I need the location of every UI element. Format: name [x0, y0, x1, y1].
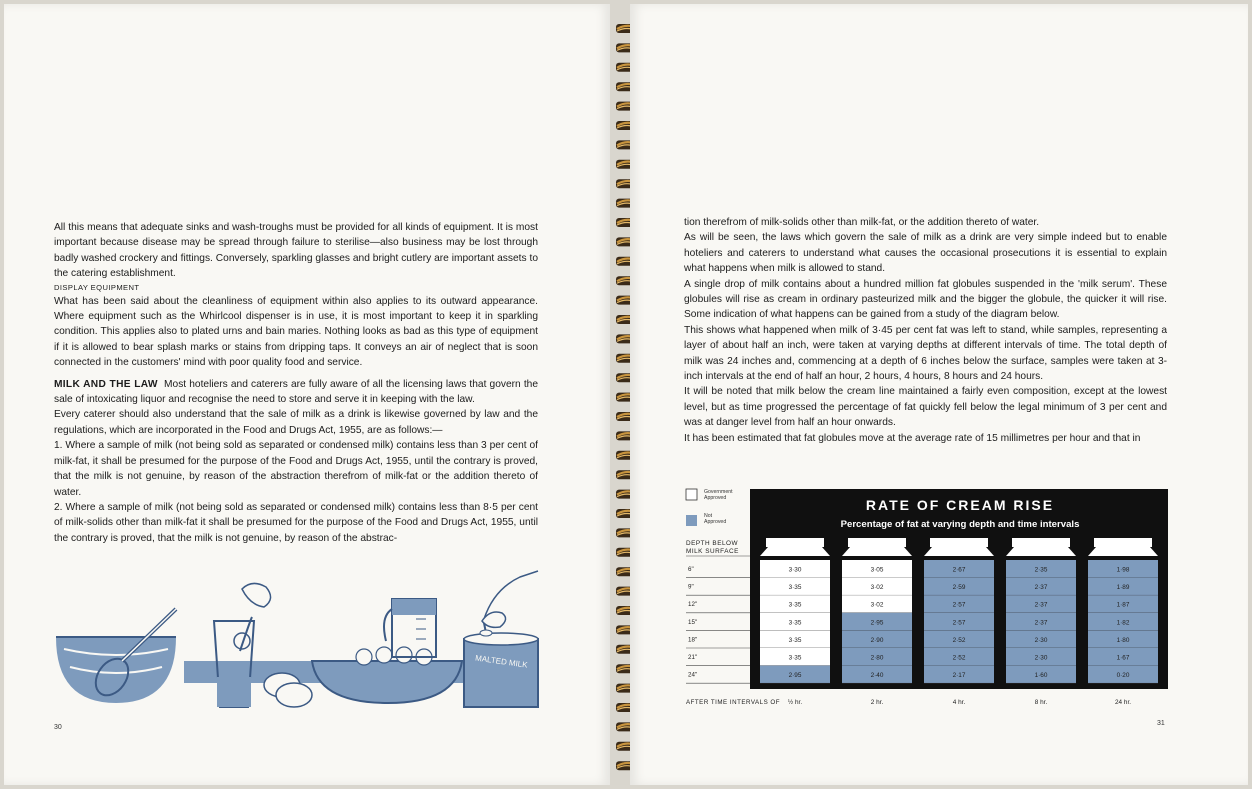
depth-label: 21"	[688, 654, 698, 661]
bottle-shoulder	[1088, 547, 1158, 556]
mixing-bowl-illustration	[56, 609, 176, 703]
fat-value: 2·52	[952, 636, 966, 644]
malted-milk-carton-illustration	[464, 571, 538, 707]
milk-law-heading: MILK AND THE LAW	[54, 378, 158, 390]
fat-value: 1·89	[1116, 584, 1130, 592]
chart-title: RATE OF CREAM RISE	[865, 497, 1055, 513]
chart-subtitle: Percentage of fat at varying depth and time intervals	[840, 519, 1080, 530]
bottle-cap	[1012, 538, 1070, 547]
fat-value: 2·37	[1034, 619, 1048, 627]
bottle-cap	[930, 538, 988, 547]
fat-value: 3·35	[788, 654, 802, 662]
fat-value: 3·02	[870, 601, 884, 609]
depth-label: 18"	[688, 636, 698, 644]
fat-value: 2·37	[1034, 601, 1048, 609]
fat-value: 2·95	[870, 619, 884, 627]
fat-value: 3·05	[870, 566, 884, 574]
milk-law-body: Most hoteliers and caterers are fully aware of all the licensing laws that govern the sale of intoxicating liquor and recognise the need to store and serve it in keeping with the law.	[54, 378, 538, 406]
fat-value: 0·20	[1116, 672, 1130, 680]
bottle-shoulder	[924, 547, 994, 556]
regulation-1: 1. Where a sample of milk (not being sold as separated or condensed milk) contains less than 3 per cent of milk-fat, it shall be presumed for the purpose of the Food and Drugs Act, 1955, until the contrary is proved, that the milk is not genuine, by reason of the abstraction therefrom of milk-fat or the addition thereto of water.	[54, 440, 538, 498]
left-page	[4, 4, 610, 785]
fat-value: 2·80	[870, 654, 884, 662]
fat-value: 2·90	[870, 636, 884, 644]
observation-paragraph: It will be noted that milk below the cream line maintained a fairly even composition, except at the lowest level, but as time progressed the percentage of fat quickly fell below the legal minimum of 3 per cent and was at danger level from half an hour onwards.	[684, 386, 1167, 429]
depth-row-labels	[686, 566, 750, 683]
legend-approved-label: Government Approved	[704, 489, 733, 501]
fat-value: 2·30	[1034, 636, 1048, 644]
time-interval-label: 8 hr.	[1034, 699, 1048, 706]
fat-value: 1·67	[1116, 654, 1130, 662]
display-equipment-paragraph: What has been said about the cleanliness of equipment within also applies to its outward appearance. Where equipment such as the Whirlcool dispenser is in use, it is most important to keep it in sparkling condition. This applies also to plated urns and bain maries. Nothing looks as bad as this type of equipment if it is allowed to bear splash marks or stains from dripping taps. It conveys an air of neglect that is soon connected in the customers' mind with poor quality food and service.	[54, 295, 538, 369]
fat-value: 2·57	[952, 601, 966, 609]
fat-globules-paragraph: A single drop of milk contains about a hundred million fat globules suspended in the 'milk serum'. These globules will rise as cream in ordinary pasteurized milk and the bigger the globule, the quicker it will rise. Some indication of what happens can be gained from a study of the diagram below.	[684, 278, 1167, 321]
bottle-shoulder	[1006, 547, 1076, 556]
continuation-paragraph: tion therefrom of milk-solids other than milk-fat, or the addition thereto of water.	[684, 217, 1040, 228]
depth-header-line-2: MILK SURFACE	[686, 548, 739, 555]
depth-header-line-1: DEPTH BELOW	[686, 540, 739, 547]
bottle-cap	[766, 538, 824, 547]
depth-label: 6"	[688, 566, 694, 573]
time-interval-label: 2 hr.	[870, 699, 884, 706]
fat-value: 3·02	[870, 584, 884, 592]
dish-illustration	[312, 647, 462, 703]
fat-value: 2·37	[1034, 584, 1048, 592]
experiment-paragraph: This shows what happened when milk of 3·45 per cent fat was left to stand, while samples, representing a layer of about half an inch, were taken at varying depths at different intervals of time. The total depth of milk was 24 inches and, commencing at a depth of 6 inches below the surface, samples were taken at 3-inch intervals at the end of half an hour, 2 hours, 4 hours, 8 hours and 24 hours.	[684, 324, 1167, 383]
fat-value: 1·80	[1116, 636, 1130, 644]
right-page	[630, 4, 1248, 785]
fat-value: 2·95	[788, 672, 802, 680]
depth-label: 9"	[688, 583, 694, 591]
fat-value: 1·87	[1116, 601, 1130, 609]
fat-value: 2·52	[952, 654, 966, 662]
fat-value: 1·82	[1116, 619, 1130, 627]
right-page-text	[684, 215, 1167, 446]
carton-label: MALTED MILK	[474, 653, 529, 670]
page-number: 31	[1157, 720, 1165, 727]
fat-value: 2·17	[952, 672, 966, 680]
depth-label: 12"	[688, 601, 698, 609]
legend-not-approved-swatch	[686, 515, 697, 526]
estimate-paragraph: It has been estimated that fat globules move at the average rate of 15 millimetres per hour and that in	[684, 432, 1141, 444]
display-equipment-heading: DISPLAY EQUIPMENT	[54, 282, 140, 292]
time-interval-label: 24 hr.	[1115, 699, 1131, 706]
depth-label: 15"	[688, 618, 698, 626]
fat-value: 3·35	[788, 619, 802, 627]
fat-value: 1·98	[1116, 566, 1130, 574]
cream-rise-chart	[682, 482, 1172, 710]
time-interval-labels	[788, 698, 1131, 706]
bottle-shoulder	[842, 547, 912, 556]
page-number: 30	[54, 724, 62, 731]
depth-label: 24"	[688, 671, 698, 679]
bottle-cap	[848, 538, 906, 547]
glass-illustration	[214, 583, 271, 707]
left-page-text	[54, 220, 538, 546]
legend-not-approved-label: Not Approved	[704, 513, 727, 525]
kitchen-illustration	[54, 569, 544, 709]
fat-value: 2·30	[1034, 654, 1048, 662]
egg-illustration	[276, 683, 312, 707]
bottle-cap	[1094, 538, 1152, 547]
measuring-jug-illustration	[384, 599, 436, 657]
fat-value: 2·57	[952, 619, 966, 627]
bottle-shoulder	[760, 547, 830, 556]
fat-value: 3·35	[788, 636, 802, 644]
fat-value: 2·40	[870, 672, 884, 680]
time-interval-label: ½ hr.	[787, 699, 803, 706]
fat-value: 2·59	[952, 584, 966, 592]
regulation-2: 2. Where a sample of milk (not being sold as separated or condensed milk) contains less than 8·5 per cent of milk-solids other than milk-fat it shall be presumed for the purpose of the Food and Drugs Act, 1955, until the contrary is proved, that the milk is not genuine, by reason of the abstrac-	[54, 501, 538, 544]
fat-value: 3·30	[788, 566, 802, 574]
laws-paragraph: As will be seen, the laws which govern the sale of milk as a drink are very simple indeed but to enable hoteliers and caterers to understand what causes the occasional prosecutions it is essential to explain what happens when milk is allowed to stand.	[684, 232, 1167, 275]
time-axis-prefix: AFTER TIME INTERVALS OF	[686, 699, 781, 706]
fat-value: 2·35	[1034, 566, 1048, 574]
milk-law-paragraph	[54, 377, 538, 408]
time-interval-label: 4 hr.	[952, 699, 966, 706]
fat-value: 3·35	[788, 584, 802, 592]
fat-value: 2·67	[952, 566, 966, 574]
regulations-paragraph: Every caterer should also understand that the sale of milk as a drink is likewise governed by law and the regulations, which are incorporated in the Food and Drugs Act, 1955, are as follows:—	[54, 409, 538, 436]
fat-value: 3·35	[788, 601, 802, 609]
legend-approved-swatch	[686, 489, 697, 500]
intro-paragraph: All this means that adequate sinks and wash-troughs must be provided for all kinds of equipment. It is most important because disease may be spread through failure to sterilise—also business may be lost through badly washed crockery and fittings. Conversely, sparkling glasses and bright cutlery are important assets to the catering establishment.	[54, 222, 538, 280]
fat-value: 1·60	[1034, 672, 1048, 680]
